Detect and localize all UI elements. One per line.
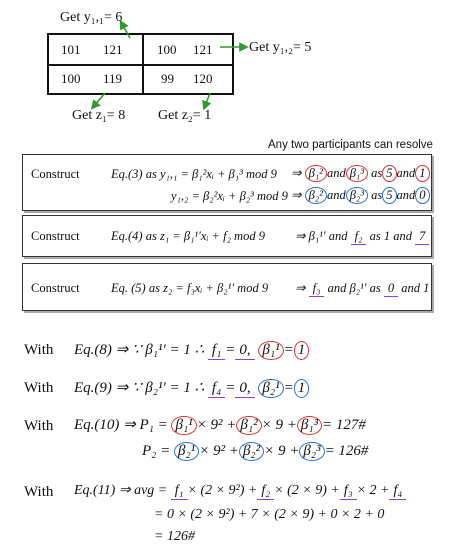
result-b: ⇒ β₂² and β₂³ as 5 and 0 <box>291 187 430 204</box>
grid-cell: 121 <box>103 42 123 57</box>
with-label: With <box>24 380 54 396</box>
with-label: With <box>24 418 54 434</box>
grid-cell: 100 <box>157 42 177 57</box>
arrow-z1 <box>94 93 105 106</box>
result-a: ⇒ β₁² and β₁³ as 5 and 1 <box>291 165 430 182</box>
with-row-eq10: Eq.(10) ⇒ P₁ = β₁¹ × 9² + β₁² × 9 + β₁³ = 127# <box>74 417 366 433</box>
arrow-z2 <box>205 93 210 106</box>
construct-panel-2 <box>22 215 432 257</box>
with-label: With <box>24 342 54 358</box>
with-row-eq8: Eq.(8) ⇒ ∵ β₁¹′ = 1 ∴ f₁ = 0, β₁¹ = 1 <box>74 340 309 360</box>
construct-label: Construct <box>31 167 80 181</box>
resolve-note: Any two participants can resolve <box>268 139 433 151</box>
with-row-eq9: Eq.(9) ⇒ ∵ β₂¹′ = 1 ∴ f₄ = 0, β₂¹ = 1 <box>74 378 309 398</box>
grid-cell: 119 <box>103 71 123 86</box>
result-4: ⇒ β₁¹′ and f₂ as 1 and 7 <box>295 228 429 245</box>
equation-3-a: Eq.(3) as y₁,₁ = β₁²xᵢ + β₁³ mod 9 <box>111 167 277 181</box>
grid-cell: 99 <box>161 71 174 86</box>
construct-panel-3 <box>22 263 432 311</box>
grid-cell: 120 <box>193 71 213 86</box>
construct-label: Construct <box>31 229 80 243</box>
with-label: With <box>24 484 54 500</box>
grid-cell: 101 <box>61 42 81 57</box>
with-row-eq11-line2: = 0 × (2 × 9²) + 7 × (2 × 9) + 0 × 2 + 0 <box>154 507 385 522</box>
grid-cell: 100 <box>61 71 81 86</box>
with-row-eq11-line3: = 126# <box>154 529 195 544</box>
with-row-eq11: Eq.(11) ⇒ avg = f₁ × (2 × 9²) + f₂ × (2 × 9) + f₃ × 2 + f₄ <box>74 482 406 500</box>
get-z1-label: Get z₁= 8 <box>72 108 126 123</box>
equation-3-b: y₁,₂ = β₂²xᵢ + β₂³ mod 9 <box>171 189 288 203</box>
grid-cell: 121 <box>193 42 213 57</box>
get-z2-label: Get z₂= 1 <box>158 108 212 123</box>
get-y12-label: Get y₁,₂= 5 <box>249 40 312 55</box>
with-row-eq10-p2: P₂ = β₂¹ × 9² + β₂² × 9 + β₂³ = 126# <box>142 443 369 459</box>
construct-panel-1 <box>22 154 432 211</box>
construct-label: Construct <box>31 281 80 295</box>
arrow-y11 <box>122 24 130 38</box>
equation-4: Eq.(4) as z₁ = β₁¹′xᵢ + f₂ mod 9 <box>111 229 265 243</box>
get-y11-label: Get y₁,₁= 6 <box>60 10 123 25</box>
equation-5: Eq. (5) as z₂ = f₃xᵢ + β₂¹′ mod 9 <box>111 281 269 295</box>
result-5: ⇒ f₃ and β₂¹′ as 0 and 1 <box>295 281 430 295</box>
